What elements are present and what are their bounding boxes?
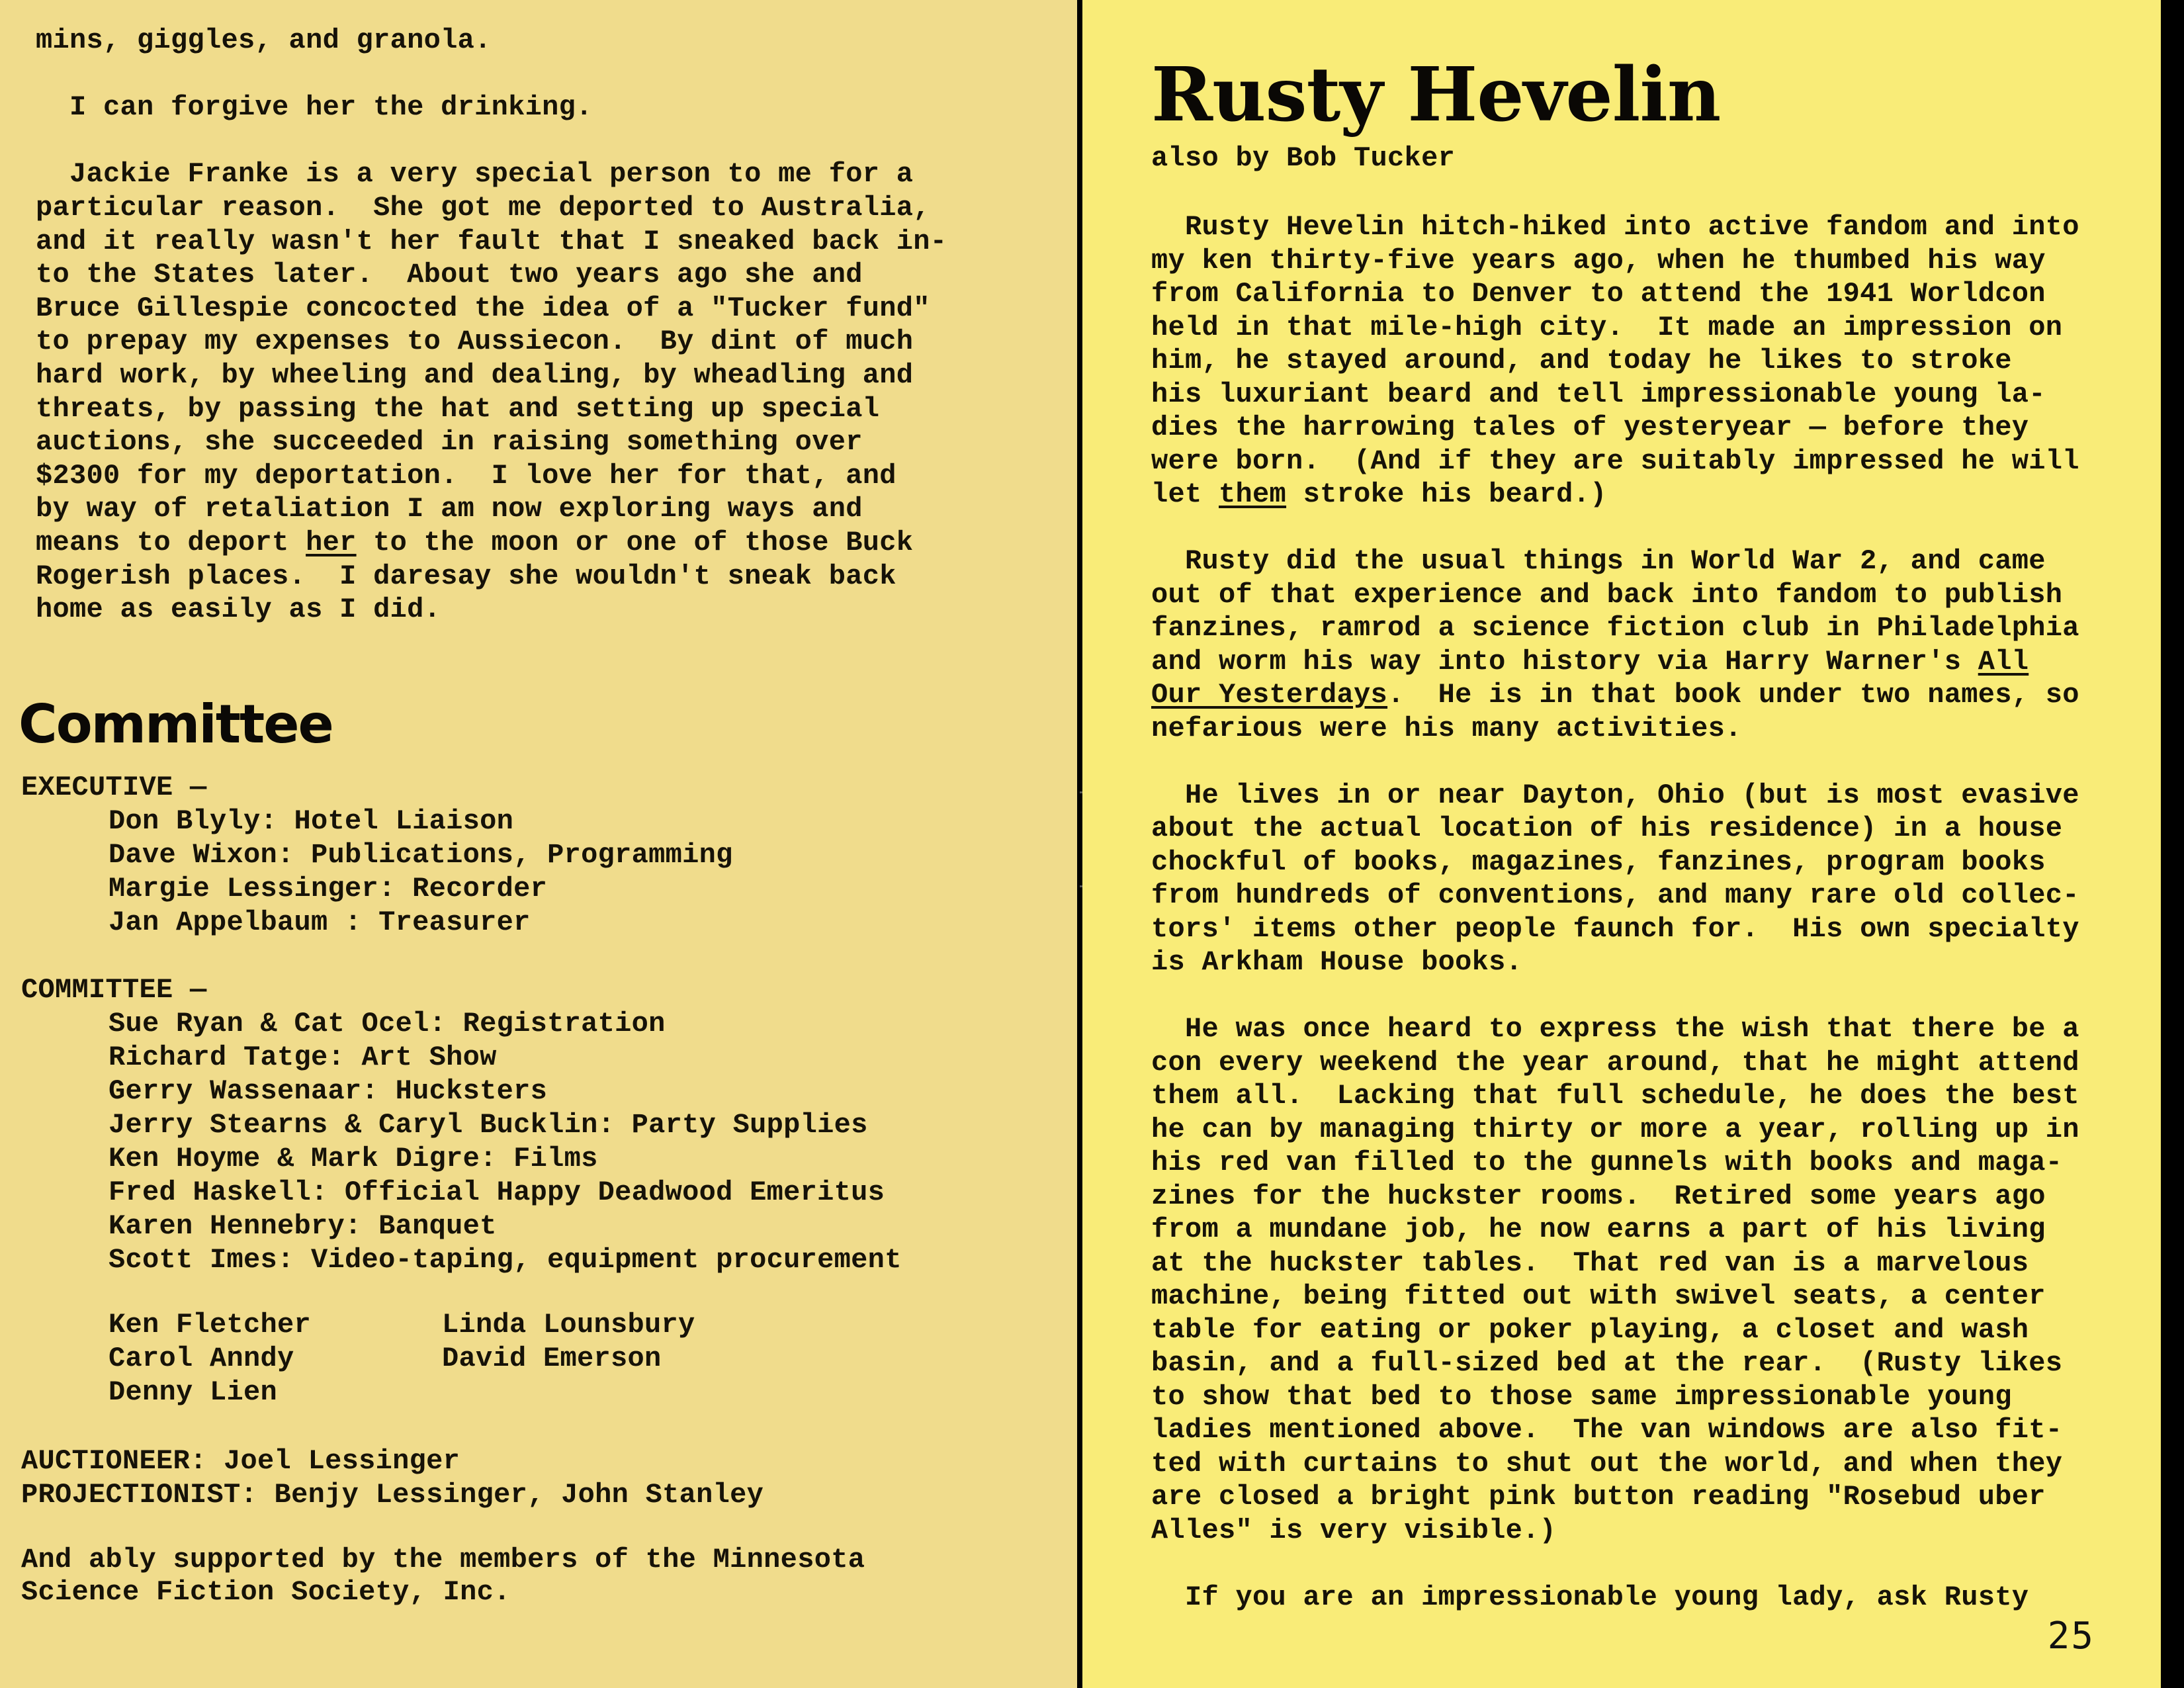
- body-line: zines for the huckster rooms. Retired some years ago: [1151, 1180, 2046, 1212]
- support-line: Science Fiction Society, Inc.: [21, 1576, 511, 1608]
- intro-line: $2300 for my deportation. I love her for that, and: [36, 459, 896, 492]
- committee-member: Ken Hoyme & Mark Digre: Films: [109, 1143, 598, 1175]
- body-line: from hundreds of conventions, and many rare old collec-: [1151, 879, 2079, 911]
- body-line: ladies mentioned above. The van windows are also fit-: [1151, 1414, 2063, 1446]
- body-line: about the actual location of his residence) in a house: [1151, 813, 2063, 844]
- executive-member: Don Blyly: Hotel Liaison: [109, 805, 514, 837]
- body-line: Our Yesterdays. He is in that book under two names, so: [1151, 679, 2079, 711]
- intro-line: Rogerish places. I daresay she wouldn't sneak back: [36, 560, 896, 592]
- intro-line: and it really wasn't her fault that I sneaked back in-: [36, 225, 947, 257]
- executive-member: Margie Lessinger: Recorder: [109, 873, 548, 905]
- committee-member: Gerry Wassenaar: Hucksters: [109, 1075, 548, 1107]
- body-line: from a mundane job, he now earns a part of his living: [1151, 1214, 2046, 1245]
- body-line: Rusty did the usual things in World War 2, and came: [1151, 545, 2046, 577]
- member-name: David Emerson: [442, 1343, 662, 1374]
- intro-line: mins, giggles, and granola.: [36, 24, 492, 56]
- paragraph-gap: [1151, 745, 2157, 779]
- body-line: table for eating or poker playing, a closet and wash: [1151, 1313, 2029, 1346]
- body-line: him, he stayed around, and today he likes to stroke: [1151, 345, 2012, 377]
- intro-line: auctions, she succeeded in raising something over: [36, 426, 863, 459]
- intro-line: I can forgive her the drinking.: [36, 91, 593, 124]
- member-name: Ken Fletcher: [109, 1309, 312, 1341]
- executive-member: Dave Wixon: Publications, Programming: [109, 839, 733, 871]
- committee-member: Karen Hennebry: Banquet: [109, 1210, 497, 1242]
- intro-line: by way of retaliation I am now exploring ways and: [36, 493, 863, 525]
- body-line: basin, and a full-sized bed at the rear. (Rusty likes: [1151, 1347, 2063, 1379]
- intro-line: Bruce Gillespie concocted the idea of a "Tucker fund": [36, 292, 930, 324]
- intro-line: hard work, by wheeling and dealing, by wheadling and: [36, 359, 914, 391]
- body-line: are closed a bright pink button reading "Rosebud uber: [1151, 1481, 2046, 1513]
- body-line: chockful of books, magazines, fanzines, program books: [1151, 846, 2046, 878]
- committee-member: Fred Haskell: Official Happy Deadwood Emeritus: [109, 1177, 885, 1208]
- body-line: Rusty Hevelin hitch-hiked into active fandom and into: [1151, 211, 2079, 243]
- spacer: [21, 940, 1067, 973]
- intro-text: [36, 24, 1068, 627]
- body-line: If you are an impressionable young lady, ask Rusty: [1151, 1581, 2029, 1613]
- body-line: let them stroke his beard.): [1151, 478, 1607, 510]
- body-line: He lives in or near Dayton, Ohio (but is most evasive: [1151, 779, 2079, 811]
- underlined-her: her: [306, 526, 357, 558]
- support-text: [21, 1543, 1053, 1608]
- body-line: his red van filled to the gunnels with books and maga-: [1151, 1147, 2063, 1178]
- right-page: [1082, 0, 2161, 1688]
- page-number: 25: [2047, 1615, 2095, 1658]
- article-title: Rusty Hevelin: [1151, 52, 1721, 138]
- paragraph-gap: [1151, 511, 2157, 545]
- committee-heading: Committee: [19, 693, 333, 755]
- body-line: Alles" is very visible.): [1151, 1514, 1557, 1546]
- body-line: ted with curtains to shut out the world, and when they: [1151, 1447, 2063, 1480]
- member-name: Denny Lien: [109, 1376, 278, 1408]
- book-title-underline: Our Yesterdays: [1151, 679, 1388, 711]
- committee-member: Sue Ryan & Cat Ocel: Registration: [109, 1008, 666, 1040]
- body-line: out of that experience and back into fandom to publish: [1151, 578, 2063, 611]
- intro-line: Jackie Franke is a very special person to me for a: [36, 158, 914, 191]
- body-line: held in that mile-high city. It made an impression on: [1151, 311, 2063, 343]
- body-line: nefarious were his many activities.: [1151, 712, 1742, 744]
- projectionist-line: PROJECTIONIST: Benjy Lessinger, John Stanley: [21, 1479, 764, 1511]
- book-title-underline: All: [1978, 645, 2029, 678]
- body-line: to show that bed to those same impressionable young: [1151, 1380, 2012, 1413]
- crew-list: [21, 1444, 1053, 1512]
- body-line: he can by managing thirty or more a year, rolling up in: [1151, 1113, 2079, 1145]
- body-line: fanzines, ramrod a science fiction club in Philadelphia: [1151, 612, 2079, 644]
- executive-member: Jan Appelbaum : Treasurer: [109, 907, 531, 938]
- body-line: from California to Denver to attend the 1941 Worldcon: [1151, 278, 2046, 310]
- member-name: Carol Anndy: [109, 1343, 294, 1374]
- auctioneer-line: AUCTIONEER: Joel Lessinger: [21, 1445, 460, 1477]
- body-line: them all. Lacking that full schedule, he does the best: [1151, 1080, 2079, 1112]
- support-line: And ably supported by the members of the Minnesota: [21, 1544, 865, 1576]
- intro-line: threats, by passing the hat and setting up special: [36, 392, 880, 425]
- paragraph-gap: [1151, 979, 2157, 1013]
- left-page: [0, 0, 1077, 1688]
- committee-list: [21, 771, 1067, 1277]
- body-line: tors' items other people faunch for. His own specialty: [1151, 912, 2079, 945]
- intro-line: means to deport her to the moon or one of those Buck: [36, 526, 914, 558]
- body-line: con every weekend the year around, that he might attend: [1151, 1046, 2079, 1079]
- intro-line: home as easily as I did.: [36, 594, 441, 626]
- intro-line: [36, 58, 1068, 91]
- committee-label: COMMITTEE —: [21, 974, 207, 1006]
- committee-member: Richard Tatge: Art Show: [109, 1042, 497, 1073]
- names-column-1: [109, 1308, 311, 1409]
- names-column-2: [442, 1308, 695, 1376]
- intro-line: to the States later. About two years ago she and: [36, 259, 863, 291]
- paragraph-gap: [1151, 1547, 2157, 1581]
- body-line: He was once heard to express the wish that there be a: [1151, 1013, 2079, 1045]
- intro-line: [36, 124, 1068, 158]
- body-line: at the huckster tables. That red van is a marvelous: [1151, 1247, 2029, 1279]
- body-line: my ken thirty-five years ago, when he thumbed his way: [1151, 244, 2046, 277]
- body-line: were born. (And if they are suitably impressed he will: [1151, 445, 2079, 477]
- member-name: Linda Lounsbury: [442, 1309, 695, 1341]
- underlined-them: them: [1219, 478, 1287, 510]
- body-line: machine, being fitted out with swivel seats, a center: [1151, 1280, 2046, 1312]
- body-line: is Arkham House books.: [1151, 946, 1523, 978]
- article-body: [1151, 210, 2157, 1614]
- intro-line: particular reason. She got me deported to Australia,: [36, 191, 930, 224]
- body-line: dies the harrowing tales of yesteryear — before they: [1151, 412, 2029, 443]
- intro-line: to prepay my expenses to Aussiecon. By dint of much: [36, 326, 914, 358]
- committee-member: Jerry Stearns & Caryl Bucklin: Party Supplies: [109, 1109, 868, 1141]
- body-line: his luxuriant beard and tell impressionable young la-: [1151, 378, 2046, 410]
- committee-member: Scott Imes: Video-taping, equipment procurement: [109, 1244, 902, 1276]
- body-line: and worm his way into history via Harry Warner's All: [1151, 645, 2029, 678]
- byline: also by Bob Tucker: [1151, 142, 1456, 174]
- executive-label: EXECUTIVE —: [21, 772, 207, 803]
